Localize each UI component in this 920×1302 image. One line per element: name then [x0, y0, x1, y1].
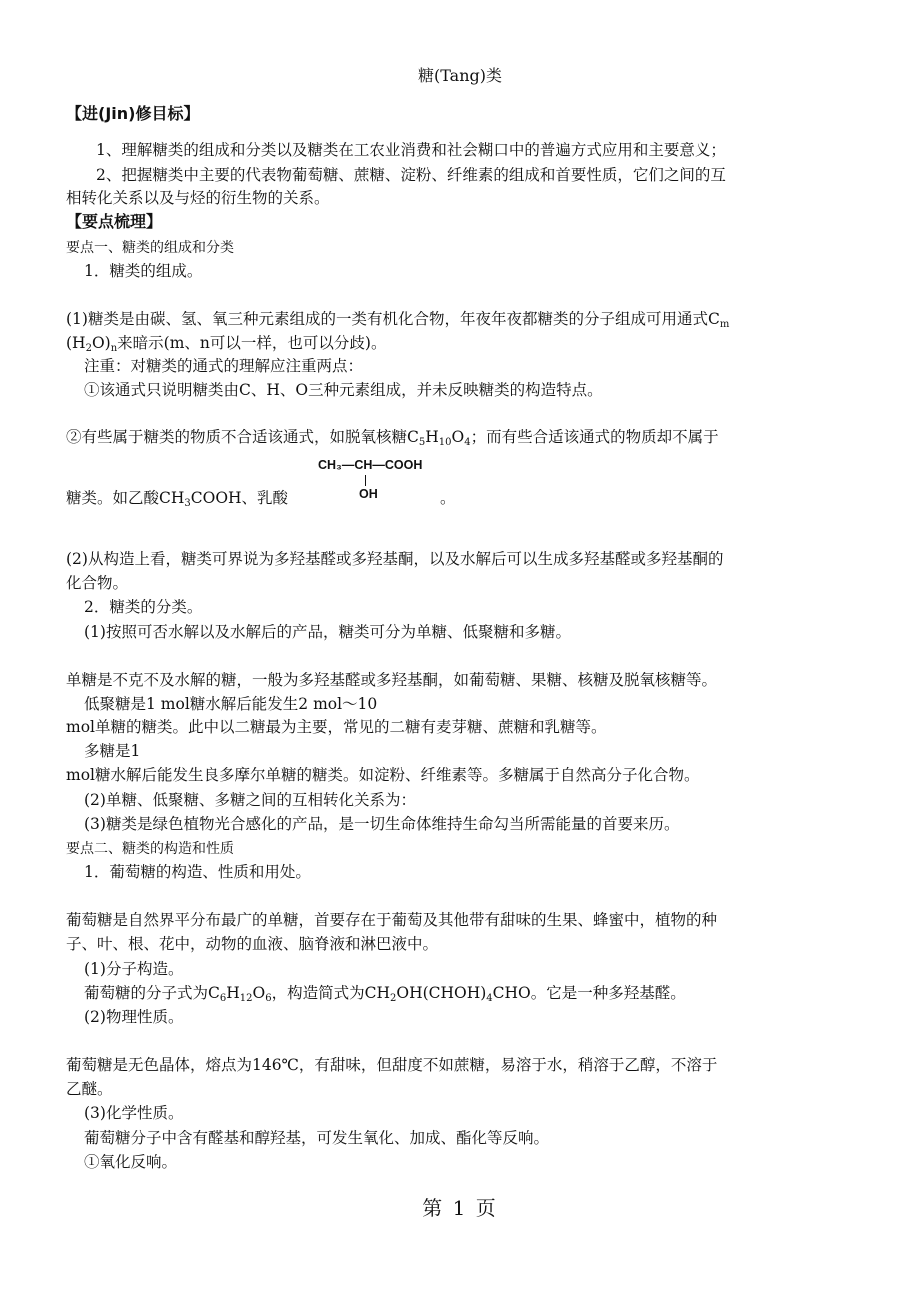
goal-1: 1、理解糖类的组成和分类以及糖类在工农业消费和社会糊口中的普遍方式应用和主要意义；	[96, 141, 726, 159]
poly-line1: 多糖是1	[84, 742, 141, 760]
goal-2-line2: 相转化关系以及与烃的衍生物的关系。	[66, 189, 330, 207]
mono-sugar: 单糖是不克不及水解的糖，一般为多羟基醛或多羟基酮，如葡萄糖、果糖、核糖及脱氧核糖等。	[66, 671, 718, 689]
lactic-acid-structure	[318, 458, 438, 504]
p1-b-line1: (2)从构造上看，糖类可界说为多羟基醛或多羟基酮，以及水解后可以生成多羟基醛或多羟基酮的	[66, 550, 724, 568]
oligo-line1: 低聚糖是1 mol糖水解后能发生2 mol～10	[84, 695, 378, 713]
note-1: ①该通式只说明糖类由C、H、O三种元素组成，并未反映糖类的构造特点。	[84, 381, 603, 399]
p1-section-2: 2．糖类的分类。	[84, 598, 203, 616]
document-title: 糖(Tang)类	[417, 66, 502, 85]
glucose-oxidation: ①氧化反响。	[84, 1153, 178, 1171]
goals-heading: 【进(Jin)修目标】	[66, 104, 200, 123]
p1-c: (1)按照可否水解以及水解后的产品，糖类可分为单糖、低聚糖和多糖。	[84, 623, 571, 641]
p1-section-1: 1．糖类的组成。	[84, 262, 203, 280]
glucose-chemical-heading: (3)化学性质。	[84, 1104, 184, 1122]
point1-title: 要点一、糖类的组成和分类	[66, 240, 234, 256]
glucose-physical-heading: (2)物理性质。	[84, 1008, 184, 1026]
glucose-physical-line1: 葡萄糖是无色晶体，熔点为146℃，有甜味，但甜度不如蔗糖，易溶于水，稍溶于乙醇，不溶于	[66, 1056, 718, 1074]
glucose-chemical-desc: 葡萄糖分子中含有醛基和醇羟基，可发生氧化、加成、酯化等反响。	[84, 1129, 550, 1147]
glucose-line1: 葡萄糖是自然界平分布最广的单糖，首要存在于葡萄及其他带有甜味的生果、蜂蜜中，植物的种	[66, 911, 718, 929]
p2-section-1: 1．葡萄糖的构造、性质和用处。	[84, 863, 311, 881]
poly-line2: mol糖水解后能发生良多摩尔单糖的糖类。如淀粉、纤维素等。多糖属于自然高分子化合物。	[66, 766, 700, 784]
note-2: ②有些属于糖类的物质不合适该通式，如脱氧核糖$C_5H_{10}O_4$；而有些合适该通式的物质却不属于	[66, 428, 719, 448]
glucose-physical-line2: 乙醚。	[66, 1080, 113, 1098]
p1-a-line2: $(H_2O)_n$来暗示(m、n可以一样，也可以分歧)。	[66, 334, 387, 354]
glucose-formula: 葡萄糖的分子式为$C_6H_{12}O_6$，构造简式为$CH_2OH(CHOH)_4CHO$。它是一种多羟基醛。	[84, 984, 686, 1004]
note-2b: 糖类。如乙酸$CH_3COOH$、乳酸	[66, 489, 289, 509]
lactic-acid-bond	[365, 475, 366, 486]
glucose-structure-heading: (1)分子构造。	[84, 960, 184, 978]
p1-a-line1: (1)糖类是由碳、氢、氧三种元素组成的一类有机化合物，年夜年夜都糖类的分子组成可用通式$C_m$	[66, 310, 730, 330]
goal-2-line1: 2、把握糖类中主要的代表物葡萄糖、蔗糖、淀粉、纤维素的组成和首要性质，它们之间的互	[96, 166, 726, 184]
note-2b-end: 。	[440, 489, 456, 507]
oligo-line2: mol单糖的糖类。此中以二糖最为主要，常见的二糖有麦芽糖、蔗糖和乳糖等。	[66, 718, 607, 736]
point2-title: 要点二、糖类的构造和性质	[66, 841, 234, 857]
p1-d: (2)单糖、低聚糖、多糖之间的互相转化关系为：	[84, 791, 416, 809]
p1-b-line2: 化合物。	[66, 574, 129, 592]
lactic-acid-hydroxyl: OH	[359, 487, 378, 501]
p1-e: (3)糖类是绿色植物光合感化的产品，是一切生命体维持生命勾当所需能量的首要来历。	[84, 815, 680, 833]
lactic-acid-main-chain: CH₃—CH—COOH	[318, 458, 423, 472]
page-number: 第 1 页	[422, 1196, 498, 1220]
note-intro: 注重：对糖类的通式的理解应注重两点：	[84, 357, 364, 375]
points-heading: 【要点梳理】	[66, 212, 163, 231]
glucose-line2: 子、叶、根、花中，动物的血液、脑脊液和淋巴液中。	[66, 935, 439, 953]
